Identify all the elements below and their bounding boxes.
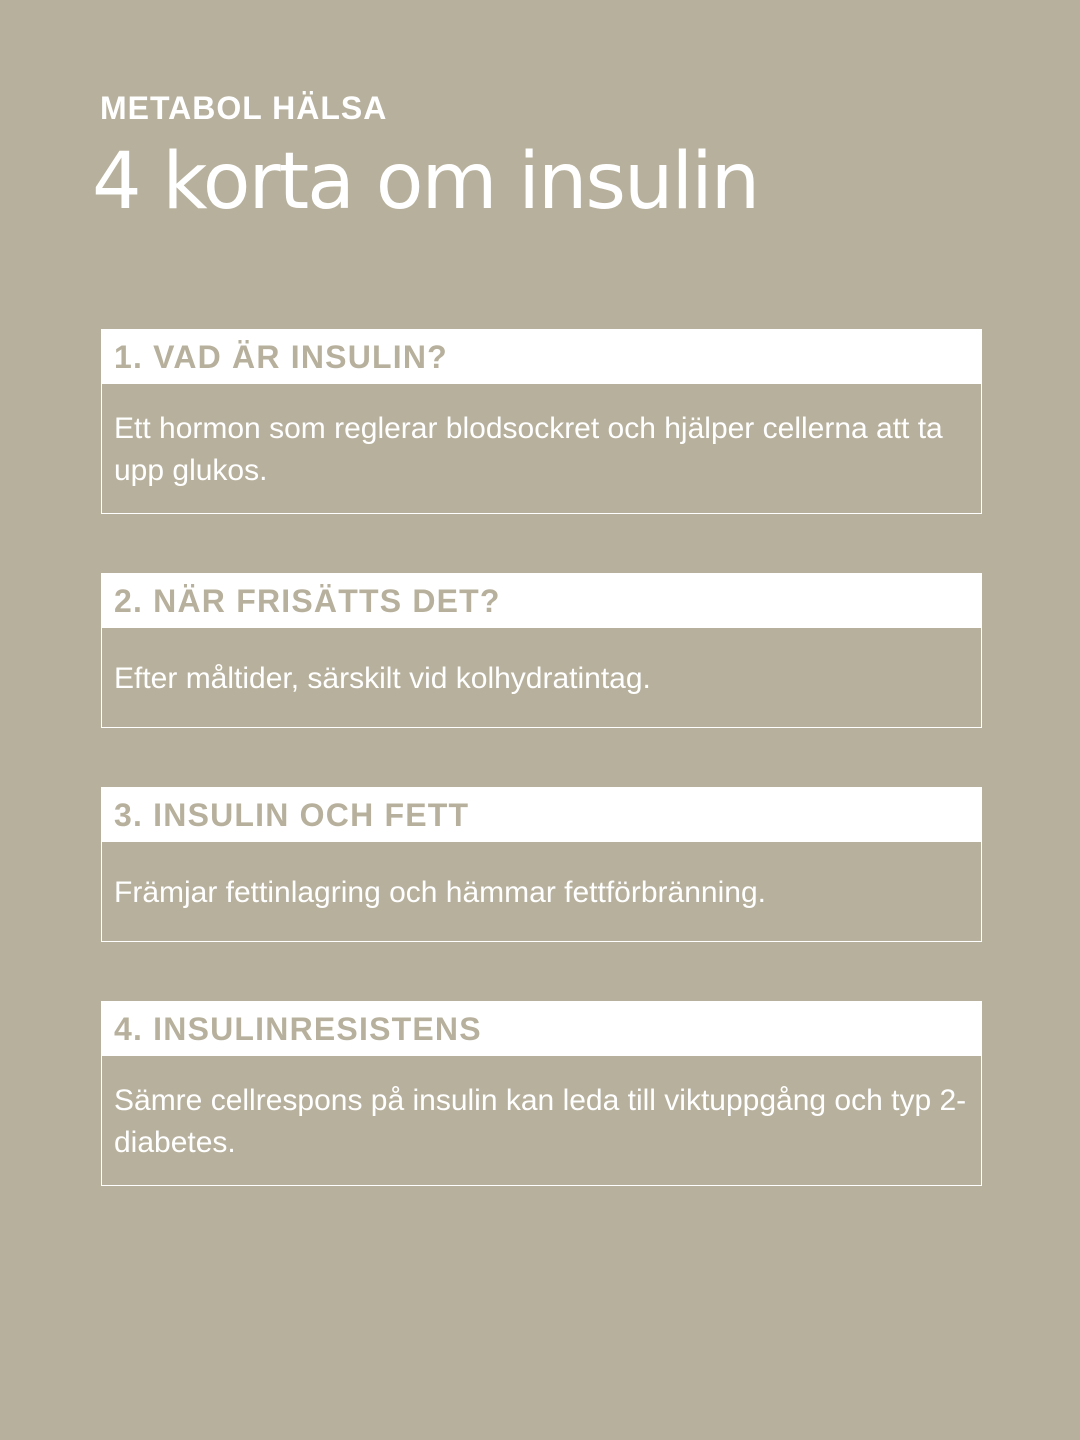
info-card-when-released <box>101 573 982 728</box>
info-card-what-is-insulin <box>101 329 982 514</box>
page-title: 4 korta om insulin <box>92 137 759 227</box>
brand-eyebrow: METABOL HÄLSA <box>100 90 388 126</box>
card-body-text: Efter måltider, särskilt vid kolhydratintag. <box>114 662 651 695</box>
card-heading: 3. INSULIN OCH FETT <box>102 788 981 842</box>
card-heading: 1. VAD ÄR INSULIN? <box>102 330 981 384</box>
info-card-insulin-and-fat <box>101 787 982 942</box>
card-heading: 2. NÄR FRISÄTTS DET? <box>102 574 981 628</box>
card-body-text: Främjar fettinlagring och hämmar fettförbränning. <box>114 876 766 909</box>
info-card-insulin-resistance <box>101 1001 982 1186</box>
card-body-text: Sämre cellrespons på insulin kan leda till viktuppgång och typ 2-diabetes. <box>114 1084 967 1159</box>
card-heading: 4. INSULINRESISTENS <box>102 1002 981 1056</box>
card-body-text: Ett hormon som reglerar blodsockret och hjälper cellerna att ta upp glukos. <box>114 412 943 487</box>
